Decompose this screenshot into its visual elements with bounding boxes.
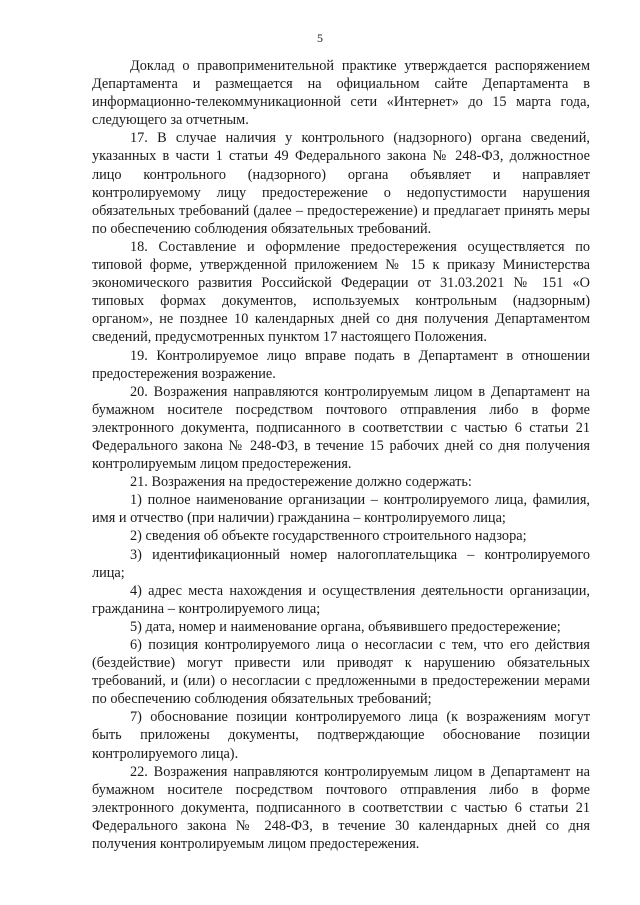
list-item-6: 6) позиция контролируемого лица о несогласии с тем, что его действия (бездействие) могут привести или приводят к нарушению обязательных требований, и (или) о несогласии с предложенными в предостережении мерами по обеспечению соблюдения обязательных требований; xyxy=(92,637,590,708)
paragraph-17: 17. В случае наличия у контрольного (надзорного) органа сведений, указанных в части 1 статьи 49 Федерального закона № 248-ФЗ, должностное лицо контрольного (надзорного) органа объявляет и направляет контролируемому лицу предостережение о недопустимости нарушения обязательных требований (далее – предостережение) и предлагает принять меры по обеспечению соблюдения обязательных требований. xyxy=(92,130,590,237)
paragraph-22: 22. Возражения направляются контролируемым лицом в Департамент на бумажном носителе посредством почтового отправления либо в форме электронного документа, подписанного в соответствии с частью 6 статьи 21 Федерального закона № 248-ФЗ, в течение 30 календарных дней со дня получения контролируемым лицом предостережения. xyxy=(92,763,590,853)
list-item-3: 3) идентификационный номер налогоплательщика – контролируемого лица; xyxy=(92,546,590,581)
list-item-7: 7) обоснование позиции контролируемого лица (к возражениям могут быть приложены документы, подтверждающие обоснование позиции контролируемого лица). xyxy=(92,709,590,762)
page-number: 5 xyxy=(317,31,323,45)
list-item-5: 5) дата, номер и наименование органа, объявившего предостережение; xyxy=(130,618,561,635)
paragraph-report-approval: Доклад о правоприменительной практике утверждается распоряжением Департамента и размещается на официальном сайте Департамента в информационно-телекоммуникационной сети «Интернет» до 15 марта года, следующего за отчетным. xyxy=(92,58,590,129)
paragraph-20: 20. Возражения направляются контролируемым лицом в Департамент на бумажном носителе посредством почтового отправления либо в форме электронного документа, подписанного в соответствии с частью 6 статьи 21 Федерального закона № 248-ФЗ, в течение 15 рабочих дней со дня получения контролируемым лицом предостережения. xyxy=(92,383,590,473)
paragraph-21: 21. Возражения на предостережение должно содержать: xyxy=(130,474,472,491)
document-body xyxy=(92,57,590,853)
paragraph-18: 18. Составление и оформление предостережения осуществляется по типовой форме, утвержденной приложением № 15 к приказу Министерства экономического развития Российской Федерации от 31.03.2021 № 151 «О типовых формах документов, используемых контрольным (надзорным) органом», не позднее 10 календарных дней со дня получения Департаментом сведений, предусмотренных пунктом 17 настоящего Положения. xyxy=(92,238,590,346)
paragraph-19: 19. Контролируемое лицо вправе подать в Департамент в отношении предостережения возражение. xyxy=(92,347,590,382)
list-item-4: 4) адрес места нахождения и осуществления деятельности организации, гражданина – контролируемого лица; xyxy=(92,582,590,617)
list-item-2: 2) сведения об объекте государственного строительного надзора; xyxy=(130,528,527,545)
list-item-1: 1) полное наименование организации – контролируемого лица, фамилия, имя и отчество (при наличии) гражданина – контролируемого лица; xyxy=(92,492,590,527)
